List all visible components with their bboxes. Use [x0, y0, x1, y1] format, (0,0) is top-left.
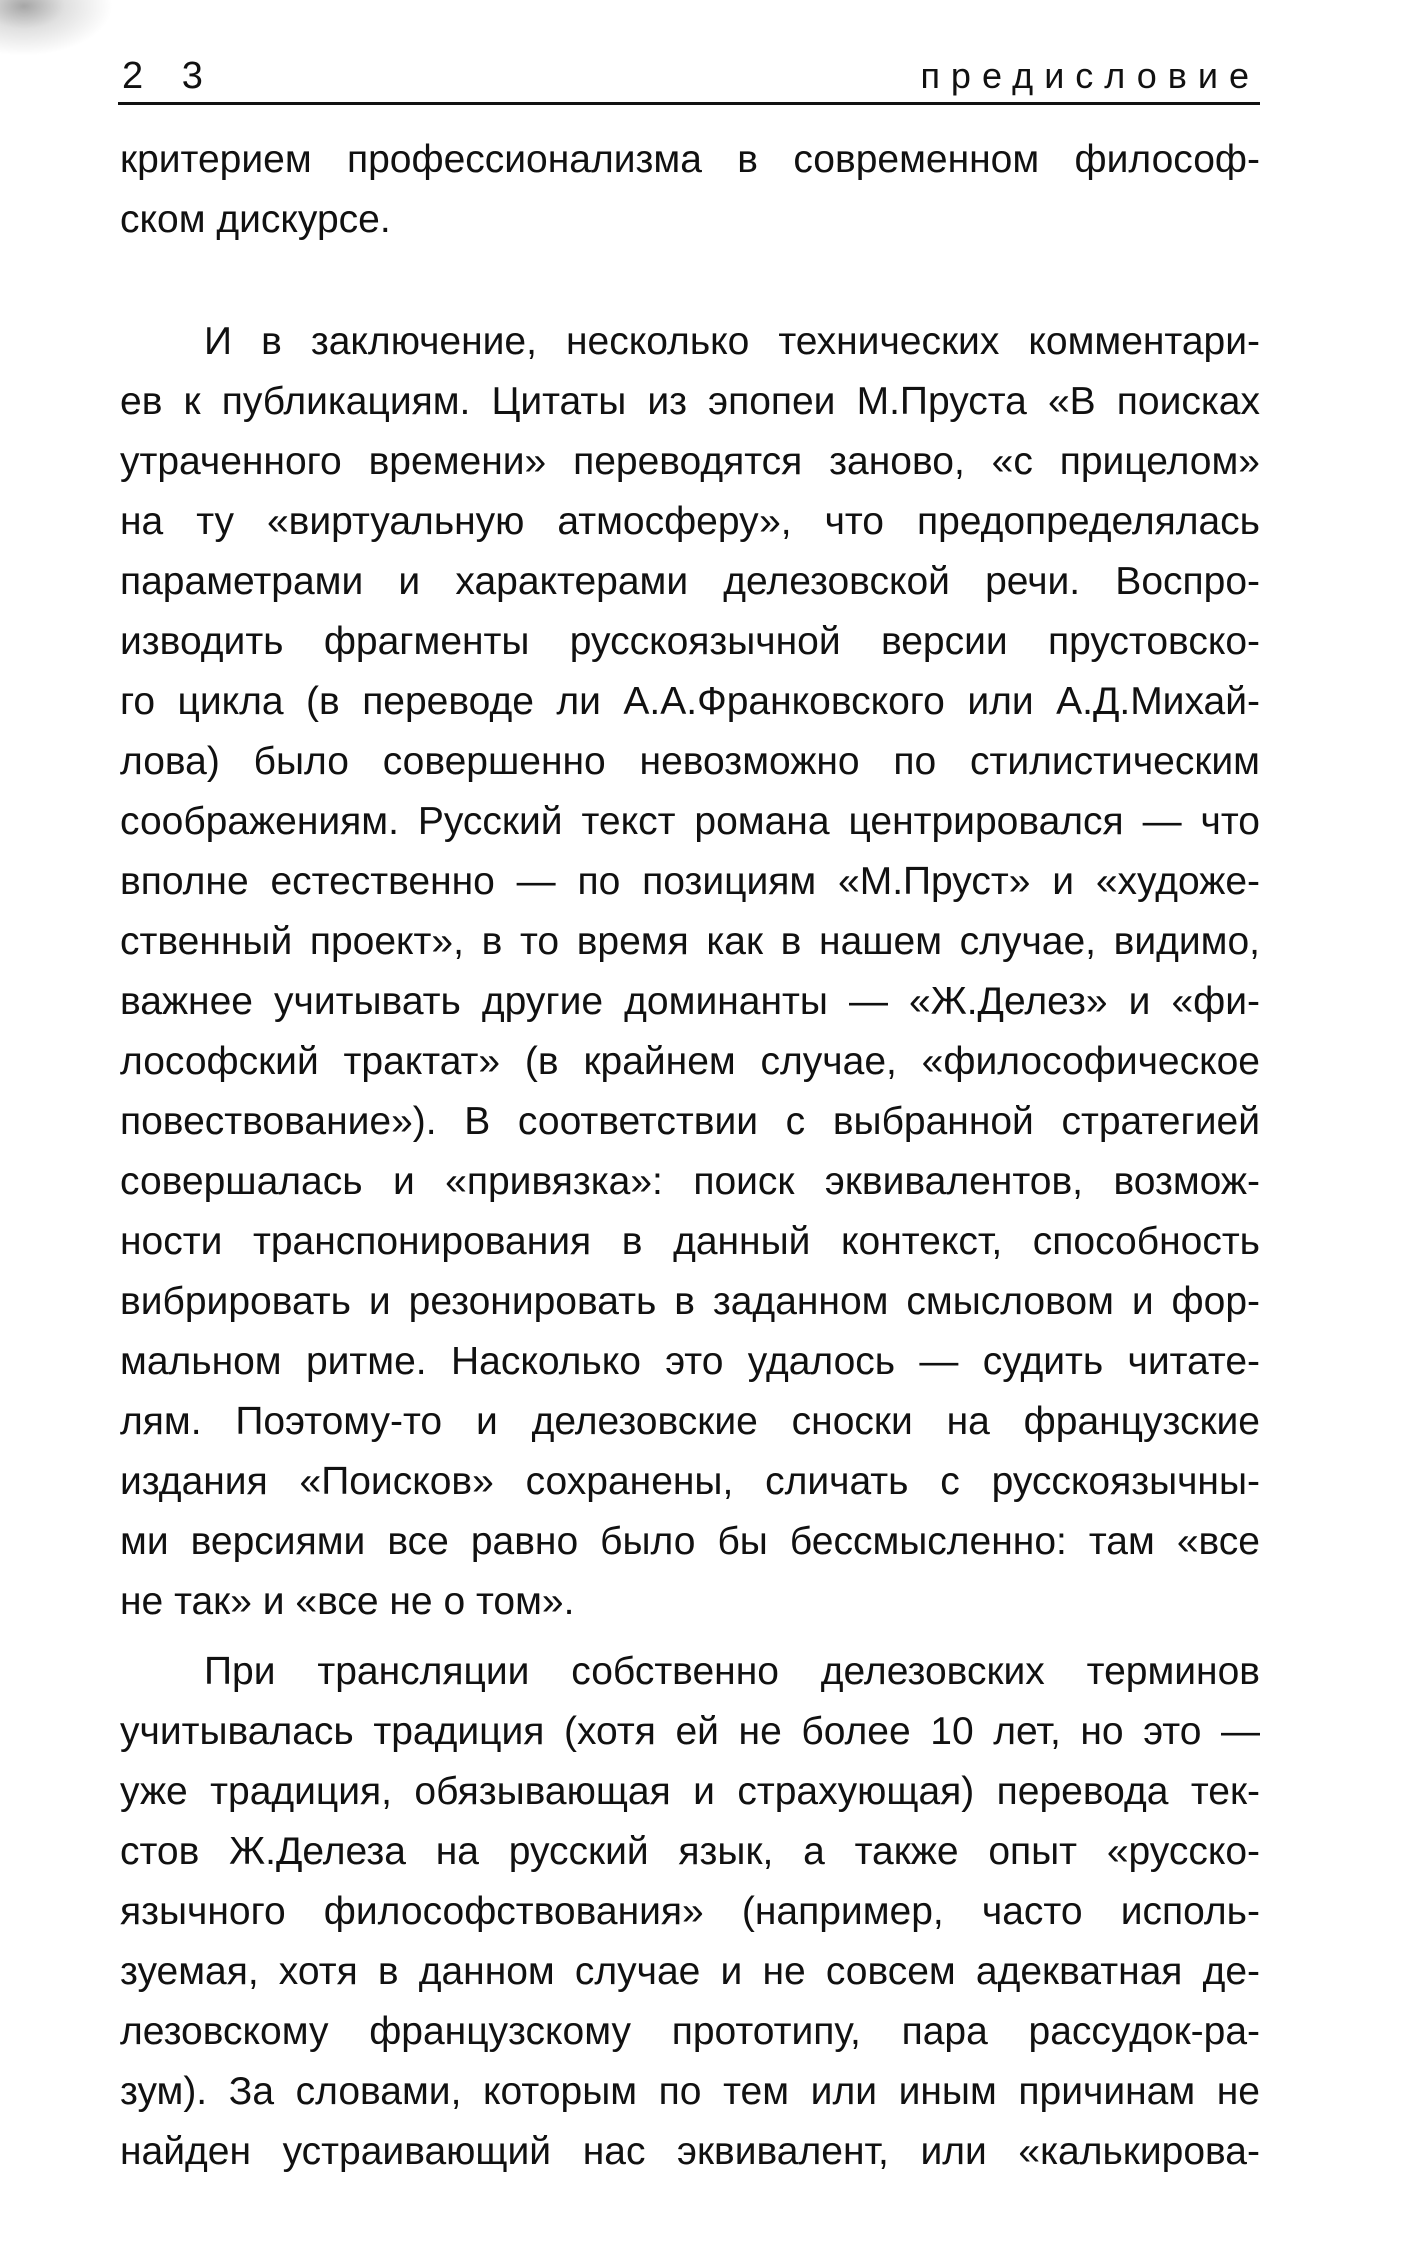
- running-head: предисловие: [920, 55, 1260, 96]
- text-line: параметрами и характерами делезовской речи. Воспро-: [120, 560, 1260, 603]
- text-line: повествование»). В соответствии с выбранной стратегией: [120, 1100, 1260, 1143]
- paragraph-continuation: [120, 130, 1260, 250]
- text-line: ском дискурсе.: [120, 198, 391, 241]
- text-line: найден устраивающий нас эквивалент, или «калькирова-: [120, 2130, 1260, 2173]
- text-line: зум). За словами, которым по тем или иным причинам не: [120, 2070, 1260, 2113]
- text-line: лова) было совершенно невозможно по стилистическим: [120, 740, 1260, 783]
- text-line: ственный проект», в то время как в нашем случае, видимо,: [120, 920, 1260, 963]
- text-line: не так» и «все не о том».: [120, 1580, 575, 1623]
- paragraph-terminology: [120, 1642, 1260, 2182]
- text-line: утраченного времени» переводятся заново, «с прицелом»: [120, 440, 1260, 483]
- text-line: ности транспонирования в данный контекст, способность: [120, 1220, 1260, 1263]
- text-line: совершалась и «привязка»: поиск эквивалентов, возмож-: [120, 1160, 1260, 1203]
- text-line: учитывалась традиция (хотя ей не более 10 лет, но это —: [120, 1710, 1260, 1753]
- text-line: вибрировать и резонировать в заданном смысловом и фор-: [120, 1280, 1260, 1323]
- text-line: издания «Поисков» сохранены, сличать с русскоязычны-: [120, 1460, 1260, 1503]
- body-text: [120, 130, 1260, 2182]
- page-number: 2 3: [122, 55, 217, 97]
- text-line: важнее учитывать другие доминанты — «Ж.Делез» и «фи-: [120, 980, 1260, 1023]
- page-header: [118, 52, 1260, 105]
- text-line: зуемая, хотя в данном случае и не совсем адекватная де-: [120, 1950, 1260, 1993]
- text-line: на ту «виртуальную атмосферу», что предопределялась: [120, 500, 1260, 543]
- text-line: мальном ритме. Насколько это удалось — судить читате-: [120, 1340, 1260, 1383]
- text-line: изводить фрагменты русскоязычной версии прустовско-: [120, 620, 1260, 663]
- text-line: При трансляции собственно делезовских терминов: [204, 1650, 1260, 1693]
- text-line: ев к публикациям. Цитаты из эпопеи М.Пруста «В поисках: [120, 380, 1260, 423]
- text-line: ми версиями все равно было бы бессмысленно: там «все: [120, 1520, 1260, 1563]
- text-line: го цикла (в переводе ли А.А.Франковского или А.Д.Михай-: [120, 680, 1260, 723]
- text-line: лезовскому французскому прототипу, пара рассудок-ра-: [120, 2010, 1260, 2053]
- text-line: стов Ж.Делеза на русский язык, а также опыт «русско-: [120, 1830, 1260, 1873]
- text-line: соображениям. Русский текст романа центрировался — что: [120, 800, 1260, 843]
- text-line: уже традиция, обязывающая и страхующая) перевода тек-: [120, 1770, 1260, 1813]
- text-line: критерием профессионализма в современном философ-: [120, 138, 1260, 181]
- scan-artifact: [0, 0, 120, 60]
- text-line: вполне естественно — по позициям «М.Пруст» и «художе-: [120, 860, 1260, 903]
- text-line: И в заключение, несколько технических комментари-: [204, 320, 1260, 363]
- paragraph-technical-comments: [120, 312, 1260, 1632]
- text-line: лософский трактат» (в крайнем случае, «философическое: [120, 1040, 1260, 1083]
- text-line: лям. Поэтому-то и делезовские сноски на французские: [120, 1400, 1260, 1443]
- text-line: язычного философствования» (например, часто исполь-: [120, 1890, 1260, 1933]
